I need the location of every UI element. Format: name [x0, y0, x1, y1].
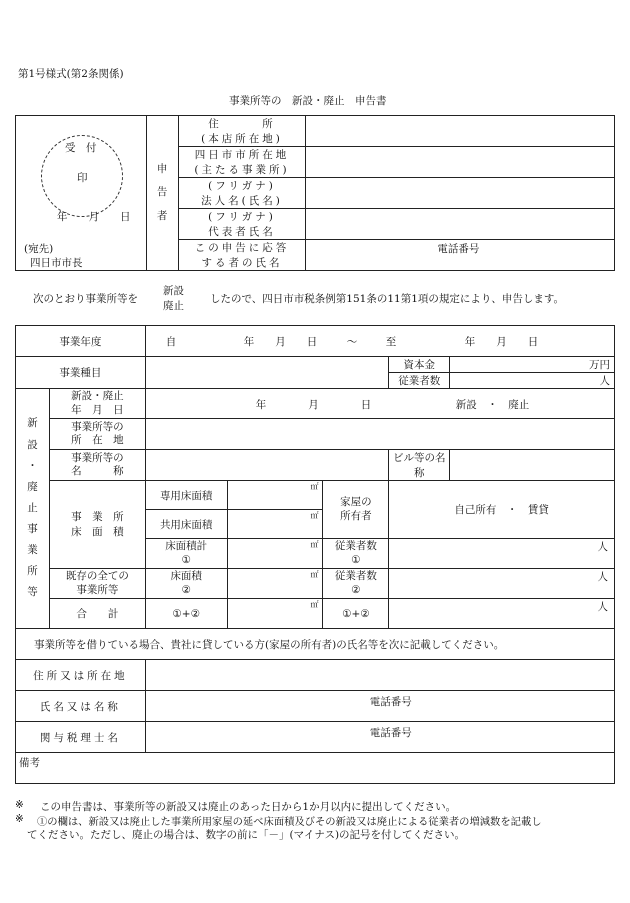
note-1: この申告書は、事業所等の新設又は廃止のあった日から1か月以内に提出してください。 — [40, 801, 457, 813]
employee-count-label: 従業者数 ① — [323, 539, 389, 569]
addressee: (宛先) — [24, 243, 54, 255]
remarks-label: 備考 — [19, 757, 40, 769]
business-type-field[interactable] — [145, 357, 389, 389]
building-name-field[interactable] — [450, 450, 615, 481]
statement-option-close: 廃止 — [163, 300, 184, 312]
office-location-field[interactable] — [145, 419, 614, 450]
phone-label: 電話番号 — [437, 243, 480, 255]
receipt-date: 年 月 日 — [57, 211, 131, 223]
existing-floor-label: 床面積 ② — [145, 569, 227, 599]
note-2b: てください。ただし、廃止の場合は、数字の前に「－」(マイナス)の記号を付してください。 — [27, 829, 466, 841]
existing-employee-label: 従業者数 ② — [323, 569, 389, 599]
capital-field[interactable]: 万円 — [450, 357, 615, 373]
employee-count-field[interactable]: 人 — [389, 539, 615, 569]
lessor-name-field[interactable] — [145, 691, 614, 722]
details-table — [15, 325, 615, 784]
accountant-phone-label: 電話番号 — [369, 727, 412, 739]
corp-name-label: (フリガナ) 法人名(氏名) — [178, 178, 306, 209]
capital-label: 資本金 — [389, 357, 450, 373]
total-label: 合 計 — [49, 599, 145, 629]
side-label: 新 設 ・ 廃 止 事 業 所 等 — [16, 389, 50, 629]
lessor-note: 事業所等を借りている場合、貴社に貸している方(家屋の所有者)の氏名等を次に記載してください。 — [16, 629, 615, 660]
rep-name-label: (フリガナ) 代表者氏名 — [178, 209, 306, 240]
floor-area-label: 事 業 所 床 面 積 — [49, 481, 145, 569]
owner-label: 家屋の 所有者 — [323, 481, 389, 539]
total-floor-sum-label: ①+② — [145, 599, 227, 629]
total-employee-sum-label: ①+② — [323, 599, 389, 629]
shared-floor-label: 共用床面積 — [145, 510, 227, 539]
business-type-label: 事業種目 — [16, 357, 146, 389]
mayor: 四日市市長 — [30, 257, 83, 269]
lessor-address-label: 住所又は所在地 — [16, 660, 146, 691]
fiscal-year-field[interactable]: 自 年 月 日 〜 至 年 月 日 — [145, 326, 614, 357]
receipt-cell — [16, 116, 147, 271]
office-name-field[interactable] — [145, 450, 389, 481]
page-title: 事業所等の 新設・廃止 申告書 — [229, 95, 387, 107]
remarks-field[interactable] — [16, 753, 615, 784]
existing-floor-field[interactable]: ㎡ — [227, 569, 323, 599]
shared-floor-field[interactable]: ㎡ — [227, 510, 323, 539]
total-floor-sum-field[interactable]: ㎡ — [227, 599, 323, 629]
employees-field[interactable]: 人 — [450, 373, 615, 389]
change-date-label: 新設・廃止 年 月 日 — [49, 389, 145, 419]
building-name-label: ビル等の名称 — [389, 450, 450, 481]
dedicated-floor-label: 専用床面積 — [145, 481, 227, 510]
form-id: 第1号様式(第2条関係) — [18, 68, 124, 80]
dedicated-floor-field[interactable]: ㎡ — [227, 481, 323, 510]
note-mark-1: ※ — [15, 799, 24, 811]
lessor-phone-label: 電話番号 — [369, 696, 412, 708]
city-location-label: 四日市市所在地 (主たる事業所) — [178, 147, 306, 178]
contact-name-field[interactable] — [306, 240, 615, 271]
receipt-label: 受 付 — [65, 142, 97, 154]
change-date-field[interactable]: 年 月 日 新設 ・ 廃止 — [145, 389, 614, 419]
lessor-address-field[interactable] — [145, 660, 614, 691]
statement-prefix: 次のとおり事業所等を — [33, 293, 138, 305]
accountant-field[interactable] — [145, 722, 614, 753]
existing-offices-label: 既存の全ての 事業所等 — [49, 569, 145, 599]
contact-name-label: この申告に応答 する者の氏名 — [178, 240, 306, 271]
statement-option-new: 新設 — [163, 285, 184, 297]
statement-suffix: したので、四日市市税条例第151条の11第1項の規定により、申告します。 — [210, 293, 565, 305]
corp-name-field[interactable] — [306, 178, 615, 209]
total-floor-field[interactable]: ㎡ — [227, 539, 323, 569]
city-location-field[interactable] — [306, 147, 615, 178]
note-mark-2: ※ — [15, 813, 24, 825]
note-2a: ①の欄は、新設又は廃止した事業所用家屋の延べ床面積及びその新設又は廃止による従業者の増減数を記載し — [37, 816, 542, 828]
office-name-label: 事業所等の 名 称 — [49, 450, 145, 481]
stamp-label: 印 — [77, 172, 88, 184]
fiscal-year-label: 事業年度 — [16, 326, 146, 357]
total-employee-sum-field[interactable]: 人 — [389, 599, 615, 629]
total-floor-label: 床面積計 ① — [145, 539, 227, 569]
ownership-options[interactable]: 自己所有 ・ 賃貸 — [389, 481, 615, 539]
lessor-name-label: 氏名又は名称 — [16, 691, 146, 722]
rep-name-field[interactable] — [306, 209, 615, 240]
accountant-label: 関与税理士名 — [16, 722, 146, 753]
existing-employee-field[interactable]: 人 — [389, 569, 615, 599]
employees-label: 従業者数 — [389, 373, 450, 389]
applicant-table — [15, 115, 615, 271]
address-field[interactable] — [306, 116, 615, 147]
address-label: 住 所 (本店所在地) — [178, 116, 306, 147]
applicant-vertical-label: 申 告 者 — [146, 116, 178, 271]
office-location-label: 事業所等の 所 在 地 — [49, 419, 145, 450]
